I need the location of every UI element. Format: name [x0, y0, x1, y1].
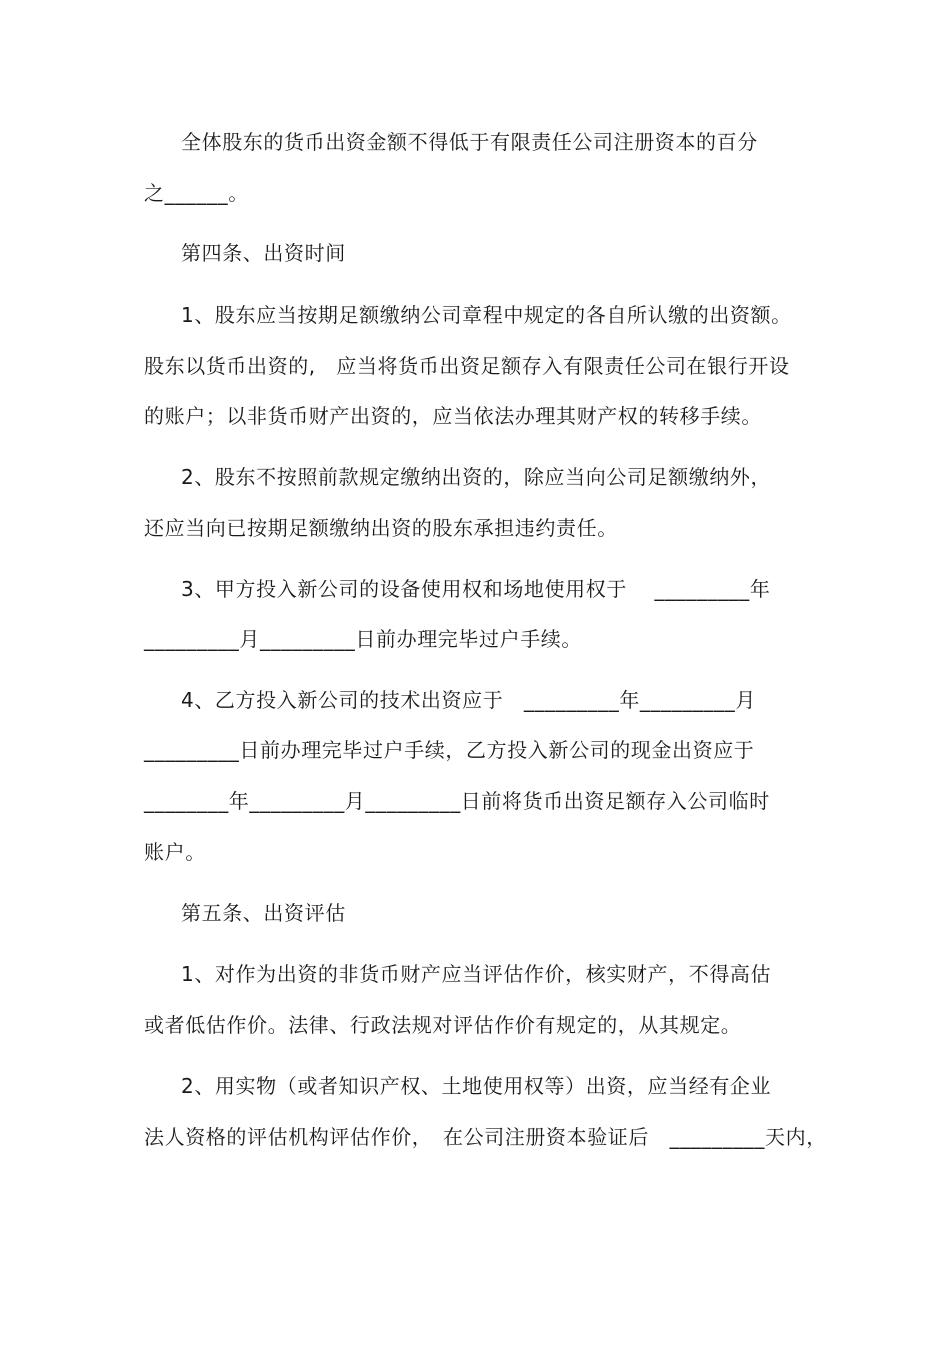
paragraph-line: 全体股东的货币出资金额不得低于有限责任公司注册资本的百分 — [181, 130, 758, 154]
paragraph-line: 法人资格的评估机构评估作价， 在公司注册资本验证后 _________天内， — [144, 1125, 827, 1149]
paragraph-line: 账户。 — [144, 840, 206, 864]
paragraph-line: 4、乙方投入新公司的技术出资应于 _________年_________月 — [181, 688, 756, 712]
paragraph-line: _________月_________日前办理完毕过户手续。 — [144, 627, 582, 651]
paragraph-line: 或者低估作价。法律、行政法规对评估作价有规定的，从其规定。 — [144, 1013, 742, 1037]
section-heading: 第四条、出资时间 — [181, 241, 346, 265]
paragraph-line: 还应当向已按期足额缴纳出资的股东承担违约责任。 — [144, 516, 618, 540]
paragraph-line: 2、用实物（或者知识产权、土地使用权等）出资，应当经有企业 — [181, 1074, 772, 1098]
paragraph-line: 3、甲方投入新公司的设备使用权和场地使用权于 _________年 — [181, 577, 771, 601]
paragraph-line: 1、股东应当按期足额缴纳公司章程中规定的各自所认缴的出资额。 — [181, 303, 792, 327]
paragraph-line: 之______。 — [144, 181, 249, 205]
paragraph-line: _________日前办理完毕过户手续，乙方投入新公司的现金出资应于 — [144, 738, 755, 762]
paragraph-line: 的账户；以非货币财产出资的，应当依法办理其财产权的转移手续。 — [144, 404, 762, 428]
paragraph-line: 1、对作为出资的非货币财产应当评估作价，核实财产，不得高估 — [181, 962, 772, 986]
paragraph-line: ________年_________月_________日前将货币出资足额存入公司临时 — [144, 789, 770, 813]
section-heading: 第五条、出资评估 — [181, 901, 346, 925]
paragraph-line: 股东以货币出资的, 应当将货币出资足额存入有限责任公司在银行开设 — [144, 354, 790, 378]
paragraph-line: 2、股东不按照前款规定缴纳出资的，除应当向公司足额缴纳外， — [181, 465, 772, 489]
